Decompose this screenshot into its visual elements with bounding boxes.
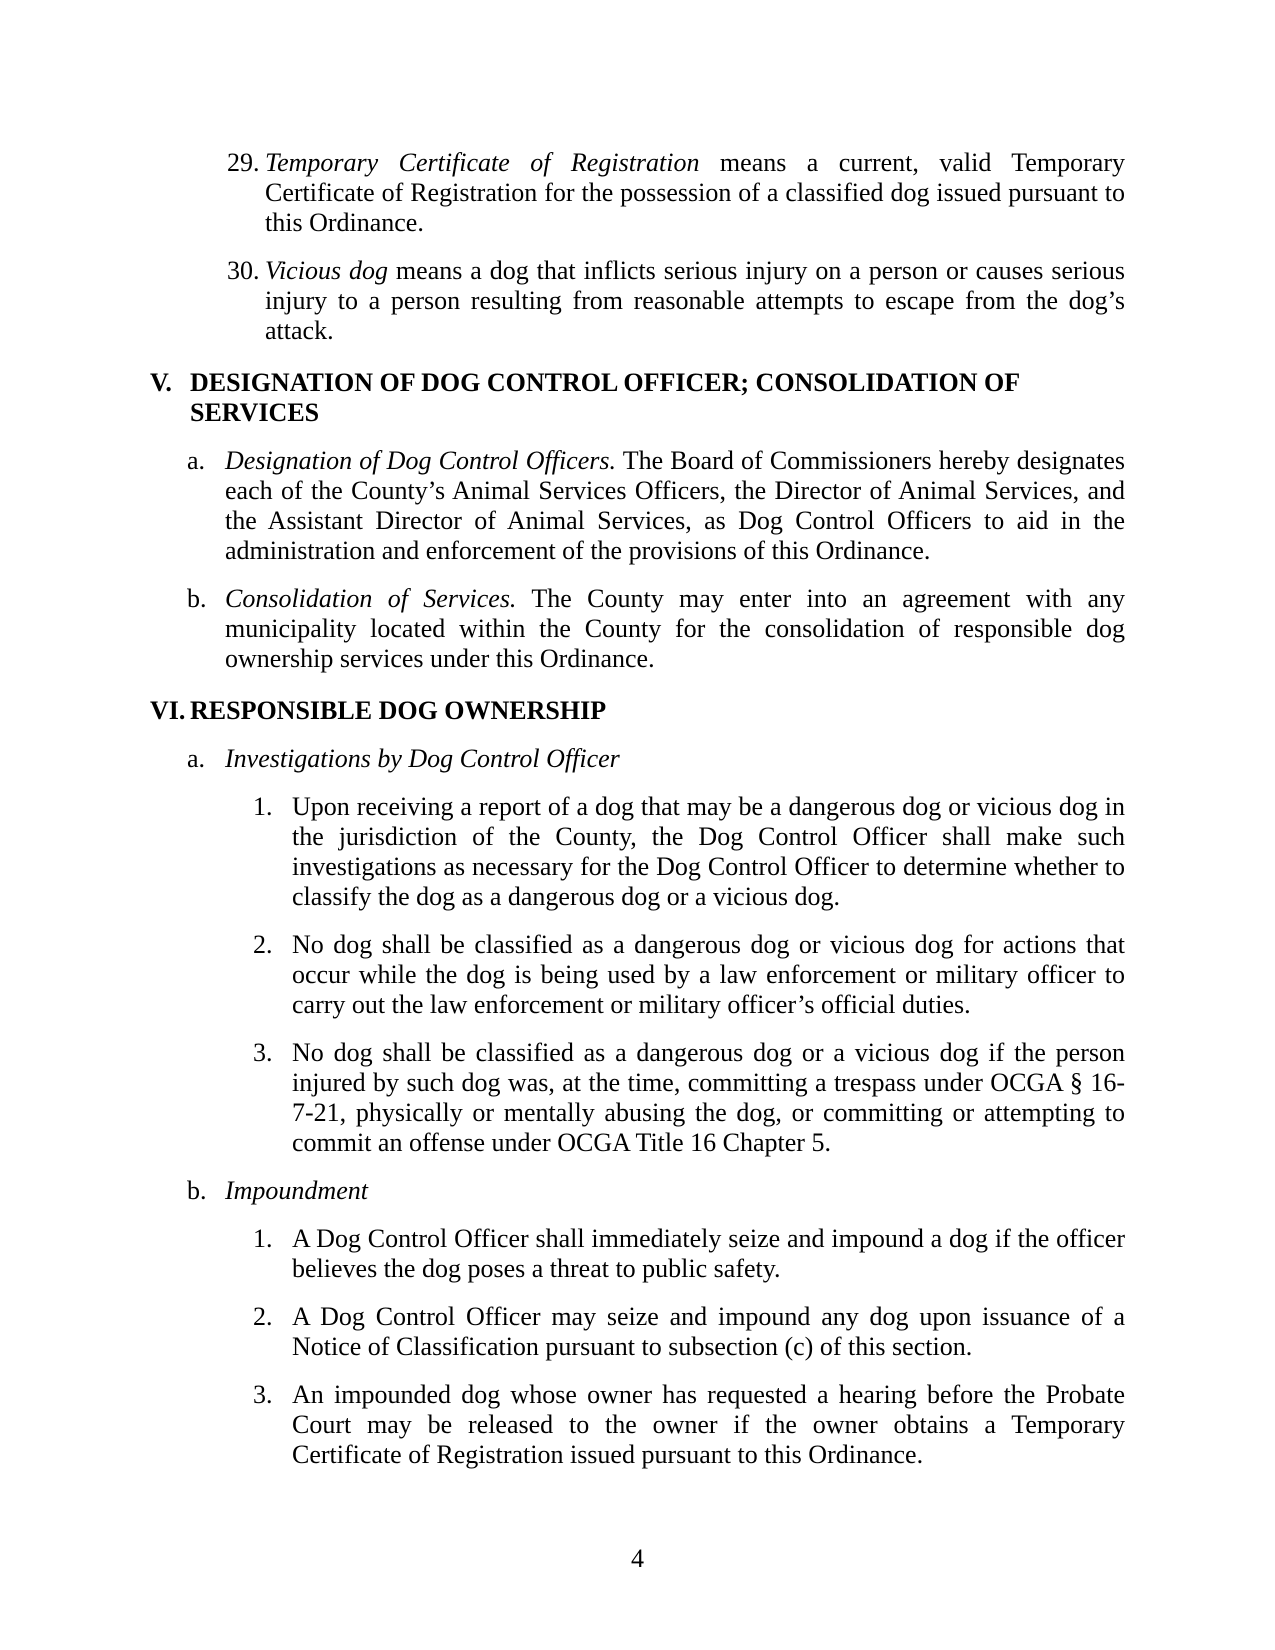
item-lead: Designation of Dog Control Officers. [225,446,616,475]
section-title: RESPONSIBLE DOG OWNERSHIP [190,696,607,725]
item-lead: Consolidation of Services. [225,584,517,613]
section-number: VI. [150,696,186,725]
item-vi-a-1 [150,792,1125,912]
item-text [225,744,1125,774]
definition-text [265,256,1125,346]
item-v-b [150,584,1125,674]
item-body: A Dog Control Officer shall immediately seize and impound a dog if the officer believes the dog poses a threat to public safety. [292,1224,1125,1283]
list-marker: 1. [253,1224,273,1253]
item-v-a [150,446,1125,566]
section-number: V. [150,368,172,397]
item-lead: Impoundment [225,1176,368,1205]
list-marker: 2. [253,1302,273,1331]
item-vi-a-2 [150,930,1125,1020]
item-lead: Investigations by Dog Control Officer [225,744,620,773]
item-body: Upon receiving a report of a dog that may be a dangerous dog or vicious dog in the jurisdiction of the County, the Dog Control Officer shall make such investigations as necessary for the Dog Control Officer to determine whether to classify the dog as a dangerous dog or a vicious dog. [292,792,1125,911]
item-vi-a-3 [150,1038,1125,1158]
list-marker: 1. [253,792,273,821]
item-text [225,1176,1125,1206]
item-body: The Board of Commissioners hereby designates each of the County’s Animal Services Officers, the Director of Animal Services, and the Assistant Director of Animal Services, as Dog Control Officers to aid in the administration and enforcement of the provisions of this Ordinance. [225,446,1126,565]
section-heading-vi [150,696,1125,726]
list-marker: 2. [253,930,273,959]
item-vi-a [150,744,1125,774]
list-marker: a. [187,446,206,475]
list-marker: b. [187,584,207,613]
section-title: DESIGNATION OF DOG CONTROL OFFICER; CONSOLIDATION OF SERVICES [190,368,1020,427]
item-body: A Dog Control Officer may seize and impound any dog upon issuance of a Notice of Classification pursuant to subsection (c) of this section. [292,1302,1125,1361]
item-text [225,584,1125,674]
item-text [225,446,1125,566]
item-vi-b [150,1176,1125,1206]
list-marker: 3. [253,1038,273,1067]
item-vi-b-1 [150,1224,1125,1284]
section-heading-v [150,368,1125,428]
defined-term: Vicious dog [265,256,388,285]
definition-item-29 [150,148,1125,238]
definition-body: means a current, valid Temporary Certificate of Registration for the possession of a classified dog issued pursuant to this Ordinance. [265,148,1125,237]
definition-item-30 [150,256,1125,346]
list-marker: b. [187,1176,207,1205]
item-body: The County may enter into an agreement with any municipality located within the County for the consolidation of responsible dog ownership services under this Ordinance. [225,584,1125,673]
definition-text [265,148,1125,238]
list-marker: 3. [253,1380,273,1409]
item-body: No dog shall be classified as a dangerous dog or vicious dog for actions that occur while the dog is being used by a law enforcement or military officer to carry out the law enforcement or military officer’s official duties. [292,930,1125,1019]
page-content [150,148,1125,1470]
list-marker: 30. [227,256,260,285]
page-number: 4 [631,1544,644,1573]
list-marker: 29. [227,148,260,177]
item-vi-b-3 [150,1380,1125,1470]
defined-term: Temporary Certificate of Registration [265,148,700,177]
list-marker: a. [187,744,206,773]
item-body: An impounded dog whose owner has requested a hearing before the Probate Court may be released to the owner if the owner obtains a Temporary Certificate of Registration issued pursuant to this Ordinance. [292,1380,1125,1469]
item-vi-b-2 [150,1302,1125,1362]
item-body: No dog shall be classified as a dangerous dog or a vicious dog if the person injured by such dog was, at the time, committing a trespass under OCGA § 16-7-21, physically or mentally abusing the dog, or committing or attempting to commit an offense under OCGA Title 16 Chapter 5. [292,1038,1125,1157]
definition-body: means a dog that inflicts serious injury on a person or causes serious injury to a person resulting from reasonable attempts to escape from the dog’s attack. [265,256,1126,345]
